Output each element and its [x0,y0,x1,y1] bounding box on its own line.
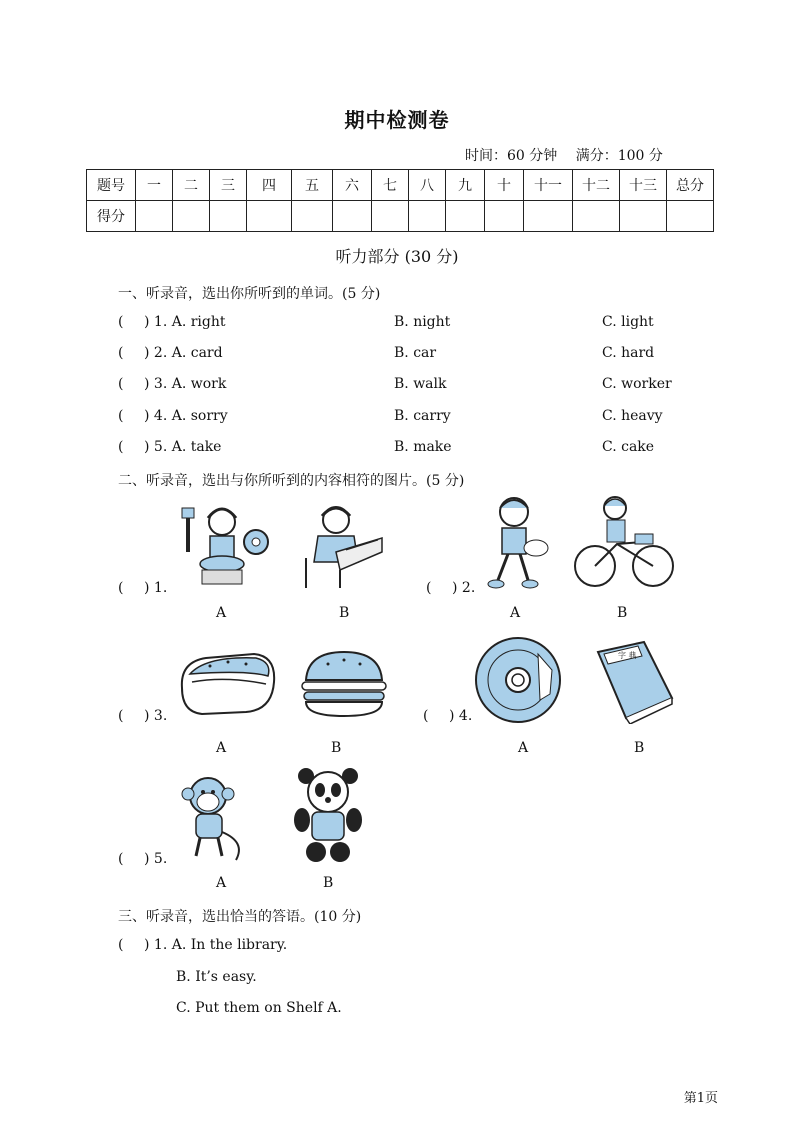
score-value-row [87,201,714,232]
score-cell[interactable] [210,201,247,232]
score-cell[interactable] [573,201,620,232]
score-row-label: 得分 [87,201,136,232]
score-header-row [87,170,714,201]
option-c: C. worker [602,376,672,392]
score-header-cell: 六 [333,170,372,201]
time-info: 时间：60 分钟 [465,148,558,164]
part3-item-1[interactable]: ( ) 1. A. In the library. [118,937,288,953]
hot-dog-image [176,648,280,720]
page-number: 第1页 [683,1091,718,1106]
option-a: ) 5. A. take [144,439,222,455]
option-label-a: A [216,740,227,756]
score-cell[interactable] [620,201,667,232]
part1-item-4[interactable]: ( ) 4. A. sorry [118,408,228,424]
score-cell[interactable] [292,201,333,232]
score-cell[interactable] [524,201,573,232]
option-b: B. car [394,345,437,361]
score-cell[interactable] [372,201,409,232]
score-cell[interactable] [247,201,292,232]
option-c: C. heavy [602,408,663,424]
option-c: C. hard [602,345,655,361]
option-label-b: B [634,740,645,756]
score-header-cell: 十二 [573,170,620,201]
part2-heading: 二、听录音，选出与你所听到的内容相符的图片。(5 分) [118,473,465,489]
part1-item-5[interactable]: ( ) 5. A. take [118,439,222,455]
option-label-a: A [510,605,521,621]
score-header-cell: 十 [485,170,524,201]
monkey-image [176,772,248,864]
option-b: B. walk [394,376,447,392]
option-c: C. Put them on Shelf A. [176,1000,342,1016]
option-b: B. carry [394,408,451,424]
score-header-cell: 一 [136,170,173,201]
score-cell[interactable] [446,201,485,232]
girl-riding-bike-image [573,492,675,592]
option-label-a: A [216,875,227,891]
section-heading: 听力部分 (30 分) [335,247,459,266]
option-label-b: B [323,875,334,891]
score-header-cell: 四 [247,170,292,201]
score-info: 满分：100 分 [575,148,663,164]
part1-item-1[interactable]: ( ) 1. A. right [118,314,226,330]
option-label-b: B [617,605,628,621]
option-c: C. light [602,314,654,330]
score-header-cell: 二 [173,170,210,201]
option-b: B. night [394,314,451,330]
part2-item-3[interactable]: ( ) 3. [118,708,168,724]
option-b: B. It’s easy. [176,969,257,985]
score-header-cell: 九 [446,170,485,201]
page-title: 期中检测卷 [344,108,450,132]
panda-image [292,766,364,864]
score-header-cell: 八 [409,170,446,201]
score-header-cell: 十一 [524,170,573,201]
option-label-b: B [331,740,342,756]
cd-disc-image [472,634,564,726]
exam-meta [465,145,677,165]
part2-item-4[interactable]: ( ) 4. [423,708,473,724]
score-cell[interactable] [333,201,372,232]
score-header-cell: 总分 [667,170,714,201]
girl-playing-piano-image [296,498,384,590]
dictionary-book-image [594,638,674,724]
score-header-cell: 七 [372,170,409,201]
score-table [86,169,714,232]
part1-heading: 一、听录音，选出你所听到的单词。(5 分) [118,286,381,302]
score-cell[interactable] [136,201,173,232]
part3-heading: 三、听录音，选出恰当的答语。(10 分) [118,909,362,925]
option-b: B. make [394,439,452,455]
option-a: ) 4. A. sorry [144,408,228,424]
score-header-cell: 五 [292,170,333,201]
option-c: C. cake [602,439,655,455]
score-header-cell: 十三 [620,170,667,201]
option-a: ) 1. A. In the library. [144,937,288,953]
option-a: ) 1. A. right [144,314,226,330]
part2-item-1[interactable]: ( ) 1. [118,580,168,596]
score-header-cell: 三 [210,170,247,201]
part2-item-2[interactable]: ( ) 2. [426,580,476,596]
option-label-a: A [216,605,227,621]
score-header-cell: 题号 [87,170,136,201]
part2-item-5[interactable]: ( ) 5. [118,851,168,867]
part1-item-2[interactable]: ( ) 2. A. card [118,345,223,361]
score-cell[interactable] [485,201,524,232]
score-cell[interactable] [409,201,446,232]
option-a: ) 2. A. card [144,345,223,361]
girl-cooking-image [178,498,270,590]
option-label-b: B [339,605,350,621]
score-cell[interactable] [667,201,714,232]
option-label-a: A [518,740,529,756]
part1-item-3[interactable]: ( ) 3. A. work [118,376,227,392]
hamburger-image [298,648,390,720]
option-a: ) 3. A. work [144,376,227,392]
score-cell[interactable] [173,201,210,232]
boy-walking-image [480,492,552,592]
svg-text:字 典: 字 典 [618,651,637,660]
